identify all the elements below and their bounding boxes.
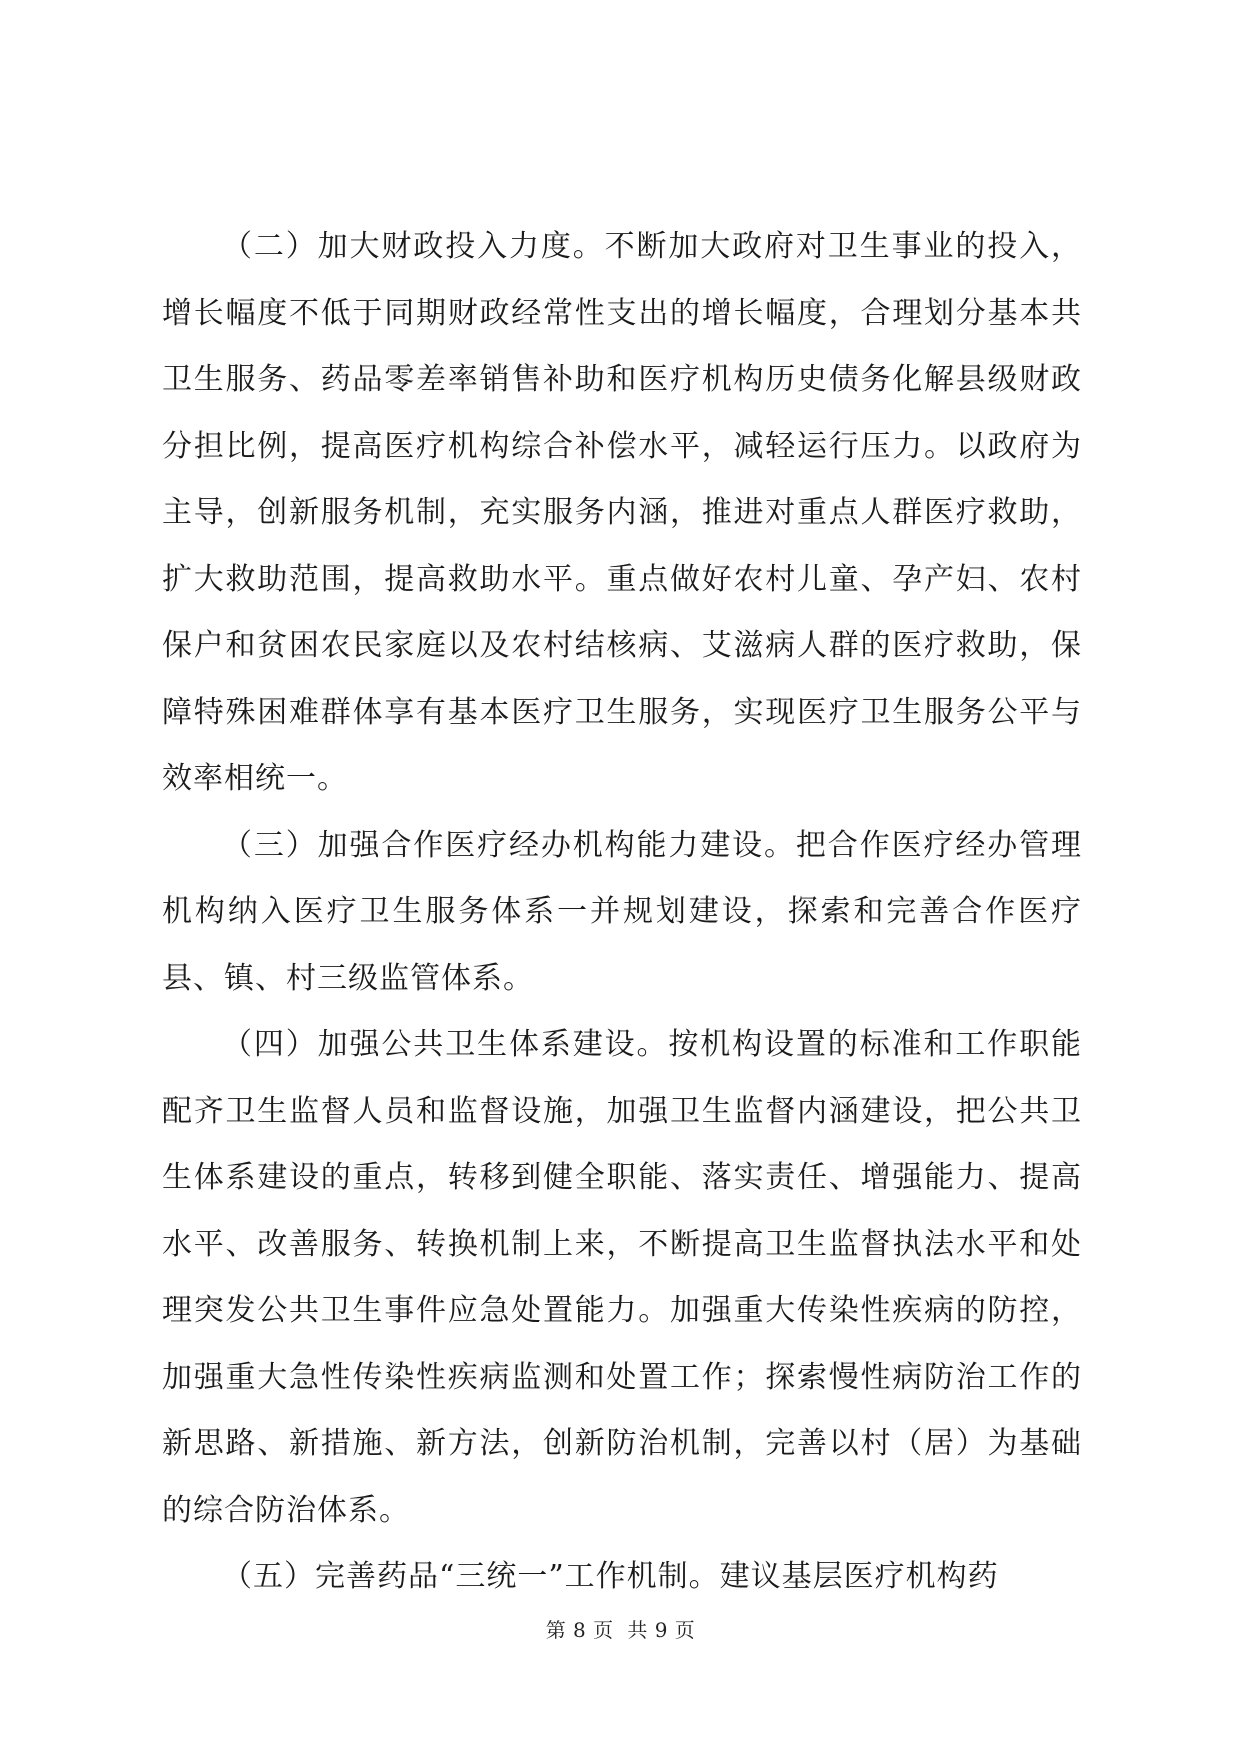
paragraph-5: （五）完善药品“三统一”工作机制。建议基层医疗机构药 <box>222 1559 999 1594</box>
paragraph-3: （三）加强合作医疗经办机构能力建设。把合作医疗经办管理机构纳入医疗卫生服务体系一并规划建设，探索和完善合作医疗县、镇、村三级监管体系。 <box>162 827 1082 996</box>
document-body <box>162 214 1082 1611</box>
page-number: 第 8 页 共 9 页 <box>545 1618 696 1642</box>
paragraph-2: （二）加大财政投入力度。不断加大政府对卫生事业的投入，增长幅度不低于同期财政经常性支出的增长幅度，合理划分基本共卫生服务、药品零差率销售补助和医疗机构历史债务化解县级财政分担比例，提高医疗机构综合补偿水平，减轻运行压力。以政府为主导，创新服务机制，充实服务内涵，推进对重点人群医疗救助，扩大救助范围，提高救助水平。重点做好农村儿童、孕产妇、农村保户和贫困农民家庭以及农村结核病、艾滋病人群的医疗救助，保障特殊困难群体享有基本医疗卫生服务，实现医疗卫生服务公平与效率相统一。 <box>162 229 1082 796</box>
page-footer <box>0 1614 1241 1643</box>
paragraph-4: （四）加强公共卫生体系建设。按机构设置的标准和工作职能配齐卫生监督人员和监督设施，加强卫生监督内涵建设，把公共卫生体系建设的重点，转移到健全职能、落实责任、增强能力、提高水平、改善服务、转换机制上来，不断提高卫生监督执法水平和处理突发公共卫生事件应急处置能力。加强重大传染性疾病的防控，加强重大急性传染性疾病监测和处置工作；探索慢性病防治工作的新思路、新措施、新方法，创新防治机制，完善以村（居）为基础的综合防治体系。 <box>162 1027 1082 1528</box>
